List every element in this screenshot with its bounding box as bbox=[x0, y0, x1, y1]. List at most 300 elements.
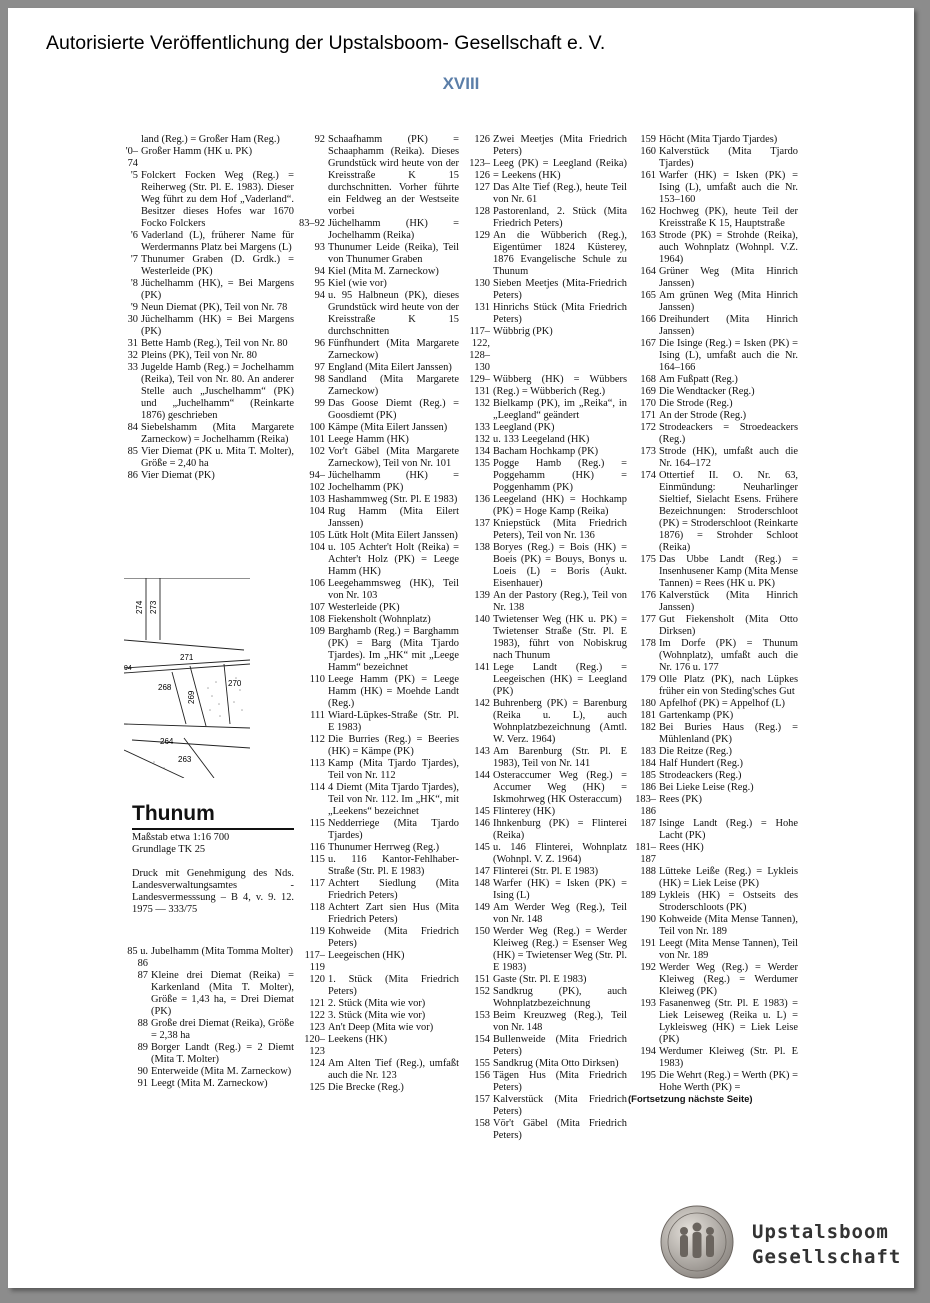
entry-text: Lykleis (HK) = Ostseits des Stroderschloots (PK) bbox=[659, 890, 798, 913]
entry-number: 138 bbox=[474, 542, 490, 553]
entry-number: 163 bbox=[640, 230, 656, 241]
register-entry bbox=[628, 554, 798, 590]
entry-text: Achtert Zart sien Hus (Mita Friedrich Peters) bbox=[328, 902, 459, 925]
map-label: 263 bbox=[178, 755, 192, 764]
register-entry bbox=[295, 242, 459, 266]
entry-text: Leegt (Mita M. Zarneckow) bbox=[151, 1078, 268, 1089]
entry-text: Kalverstück (Mita Friedrich Peters) bbox=[493, 1094, 627, 1117]
entry-number: 135 bbox=[474, 458, 490, 469]
column-2 bbox=[295, 134, 459, 1094]
entry-text: Beim Kreuzweg (Reg.), Teil von Nr. 148 bbox=[493, 1010, 627, 1033]
entry-number: '8 bbox=[130, 278, 138, 289]
entry-number: 183–186 bbox=[635, 794, 656, 817]
register-entry bbox=[628, 890, 798, 914]
entry-number: 97 bbox=[314, 362, 325, 373]
entry-number: 30 bbox=[127, 314, 138, 325]
register-entry bbox=[628, 266, 798, 290]
entry-number: 112 bbox=[309, 734, 325, 745]
entry-number: 147 bbox=[474, 866, 490, 877]
register-entry bbox=[628, 710, 798, 722]
register-entry bbox=[118, 254, 294, 278]
entry-number: 146 bbox=[474, 818, 490, 829]
entry-text: Bullenweide (Mita Friedrich Peters) bbox=[493, 1034, 627, 1057]
entry-number: 102 bbox=[309, 446, 325, 457]
entry-number: 177 bbox=[640, 614, 656, 625]
entry-text: Jüchelhamm (HK), = Bei Margens (PK) bbox=[141, 278, 294, 301]
entry-text: Gaste (Str. Pl. E 1983) bbox=[493, 974, 587, 985]
entry-number: 145 bbox=[474, 842, 490, 853]
entry-number: 186 bbox=[640, 782, 656, 793]
entry-text: An der Strode (Reg.) bbox=[659, 410, 747, 421]
society-name bbox=[752, 1220, 901, 1270]
entry-text: Die Isinge (Reg.) = Isken (PK) = Ising (L), umfaßt auch die Nr. 164–166 bbox=[659, 338, 798, 373]
entry-number: 120–123 bbox=[304, 1034, 325, 1057]
register-entry bbox=[460, 806, 627, 818]
entry-number: '5 bbox=[130, 170, 138, 181]
register-entry bbox=[628, 1046, 798, 1070]
entry-number: 133 bbox=[474, 422, 490, 433]
entry-text: Pogge Hamb (Reg.) = Poggehamm (HK) = Poggenhamm (PK) bbox=[493, 458, 627, 493]
entry-text: Zwei Meetjes (Mita Friedrich Peters) bbox=[493, 134, 627, 157]
entry-text: Am Fußpatt (Reg.) bbox=[659, 374, 738, 385]
entry-number: 142 bbox=[474, 698, 490, 709]
register-entry bbox=[628, 746, 798, 758]
entry-text: Am Werder Weg (Reg.), Teil von Nr. 148 bbox=[493, 902, 627, 925]
register-entry bbox=[460, 1118, 627, 1142]
register-entry bbox=[628, 134, 798, 146]
register-entry bbox=[628, 758, 798, 770]
entry-text: Das Ubbe Landt (Reg.) = Insenhusener Kamp (Mita Mense Tannen) = Rees (HK u. PK) bbox=[659, 554, 798, 589]
entry-number: 118 bbox=[309, 902, 325, 913]
register-entry bbox=[460, 518, 627, 542]
entry-number: 114 bbox=[309, 782, 325, 793]
entry-number: 117 bbox=[309, 878, 325, 889]
entry-number: 191 bbox=[640, 938, 656, 949]
register-entry bbox=[628, 794, 798, 818]
entry-number: 87 bbox=[137, 970, 148, 981]
register-entry bbox=[295, 578, 459, 602]
entry-text: Das Alte Tief (Reg.), heute Teil von Nr. 61 bbox=[493, 182, 627, 205]
map-label: 269 bbox=[187, 690, 196, 704]
register-entry bbox=[295, 1010, 459, 1022]
entry-text: England (Mita Eilert Janssen) bbox=[328, 362, 452, 373]
register-entry bbox=[628, 590, 798, 614]
entry-number: 141 bbox=[474, 662, 490, 673]
entry-number: 32 bbox=[127, 350, 138, 361]
entry-text: Bei Buries Haus (Reg.) = Mühlenland (PK) bbox=[659, 722, 798, 745]
entry-text: Twietenser Weg (HK u. PK) = Twietenser Straße (Str. Pl. E 1983), führt von Nobiskrug nach Thunum bbox=[493, 614, 627, 661]
entry-text: Die Burries (Reg.) = Beeries (HK) = Kämpe (PK) bbox=[328, 734, 459, 757]
entry-number: 132 bbox=[474, 398, 490, 409]
entry-number: 113 bbox=[309, 758, 325, 769]
entry-text: Sandkrug (PK), auch Wohnplatzbezeichnung bbox=[493, 986, 627, 1009]
register-entry bbox=[460, 494, 627, 518]
entry-number: 90 bbox=[137, 1066, 148, 1077]
entry-number: 168 bbox=[640, 374, 656, 385]
continuation-note: (Fortsetzung nächste Seite) bbox=[628, 1094, 753, 1105]
register-entry bbox=[295, 398, 459, 422]
entry-number: 187 bbox=[640, 818, 656, 829]
entry-number: 190 bbox=[640, 914, 656, 925]
entry-text: Schaafhamm (PK) = Schaaphamm (Reika). Dieses Grundstück wird heute von der Kreisstraße K 15 durchschnitten. Vorher führte ein Feldweg an der Westseite vorbei bbox=[328, 134, 459, 217]
register-entry bbox=[295, 854, 459, 878]
register-entry bbox=[295, 134, 459, 218]
entry-number: 131 bbox=[474, 302, 490, 313]
register-entry bbox=[295, 1034, 459, 1058]
scale-line: Maßstab etwa 1:16 700 bbox=[132, 832, 230, 843]
register-entry bbox=[628, 386, 798, 398]
register-entry bbox=[628, 338, 798, 374]
register-entry bbox=[295, 818, 459, 842]
register-entry bbox=[628, 614, 798, 638]
register-entry bbox=[460, 974, 627, 986]
entry-text: Bielkamp (PK), im „Reika“, in „Leegland“ geändert bbox=[493, 398, 627, 421]
entry-text: Ottertief II. O. Nr. 63, Einmündung: Neuharlinger Sieltief, Sielacht Esens. Frühere Bezeichnungen: Stroderschloot (PK) = Stroderschloot (Reinkarte 1876) = Strohder Schloot (Reika) bbox=[659, 470, 798, 553]
entry-text: Sandkrug (Mita Otto Dirksen) bbox=[493, 1058, 619, 1069]
entry-text: Westerleide (PK) bbox=[328, 602, 400, 613]
entry-number: 150 bbox=[474, 926, 490, 937]
register-entry bbox=[295, 878, 459, 902]
entry-text: Thunumer Leide (Reika), Teil von Thunumer Graben bbox=[328, 242, 459, 265]
entry-text: Warfer (HK) = Isken (PK) = Ising (L), umfaßt auch die Nr. 153–160 bbox=[659, 170, 798, 205]
register-entry bbox=[118, 422, 294, 446]
entry-text: Isinge Landt (Reg.) = Hohe Lacht (PK) bbox=[659, 818, 798, 841]
entry-text: Kämpe (Mita Eilert Janssen) bbox=[328, 422, 448, 433]
entry-text: Jubelhamm (Mita Tomma Molter) bbox=[151, 946, 293, 957]
entry-text: Kniepstück (Mita Friedrich Peters), Teil von Nr. 136 bbox=[493, 518, 627, 541]
entry-number: 156 bbox=[474, 1070, 490, 1081]
register-entry bbox=[460, 302, 627, 326]
map-label: 268 bbox=[158, 683, 172, 692]
society-name-line-1: Upstalsboom bbox=[752, 1221, 889, 1243]
register-entry bbox=[295, 494, 459, 506]
register-entry bbox=[628, 446, 798, 470]
entry-number: 172 bbox=[640, 422, 656, 433]
register-entry bbox=[295, 1058, 459, 1082]
entry-number: 157 bbox=[474, 1094, 490, 1105]
entry-text: Am grünen Weg (Mita Hinrich Janssen) bbox=[659, 290, 798, 313]
entry-number: 181 bbox=[640, 710, 656, 721]
entry-text: Die Brecke (Reg.) bbox=[328, 1082, 404, 1093]
entry-text: Rees (HK) bbox=[659, 842, 704, 853]
register-entry bbox=[628, 290, 798, 314]
register-entry bbox=[460, 1070, 627, 1094]
register-entry bbox=[295, 734, 459, 758]
register-entry bbox=[628, 170, 798, 206]
entry-text: Flinterei (Str. Pl. E 1983) bbox=[493, 866, 599, 877]
column-1 bbox=[118, 134, 294, 482]
entry-number: 126 bbox=[474, 134, 490, 145]
entry-number: 182 bbox=[640, 722, 656, 733]
register-entry bbox=[124, 1018, 294, 1042]
entry-text: Strodeackers (Reg.) bbox=[659, 770, 742, 781]
entry-text: Osteraccumer Weg (Reg.) = Accumer Weg (HK) = Iskmohrweg (HK Osteraccum) bbox=[493, 770, 627, 805]
register-entry bbox=[295, 218, 459, 242]
entry-text: Flinterey (HK) bbox=[493, 806, 556, 817]
entry-text: Leekens (HK) bbox=[328, 1034, 388, 1045]
entry-number: 162 bbox=[640, 206, 656, 217]
register-entry bbox=[460, 866, 627, 878]
register-entry bbox=[295, 266, 459, 278]
register-entry bbox=[628, 962, 798, 998]
entry-number: 192 bbox=[640, 962, 656, 973]
entry-text: Siebelshamm (Mita Margarete Zarneckow) = Jochelhamm (Reika) bbox=[141, 422, 294, 445]
entry-text: Jüchelhamm (HK) = Jochelhamm (PK) bbox=[328, 470, 459, 493]
entry-number: 165 bbox=[640, 290, 656, 301]
entry-number: 173 bbox=[640, 446, 656, 457]
register-entry bbox=[295, 278, 459, 290]
register-entry bbox=[124, 1042, 294, 1066]
entry-number: 93 bbox=[314, 242, 325, 253]
entry-number: 148 bbox=[474, 878, 490, 889]
entry-text: Großer Hamm (HK u. PK) bbox=[141, 146, 253, 157]
entry-number: 111 bbox=[310, 710, 325, 721]
entry-text: Vier Diemat (PK) bbox=[141, 470, 215, 481]
entry-text: 1. Stück (Mita Friedrich Peters) bbox=[328, 974, 459, 997]
entry-number: 115 bbox=[309, 854, 325, 865]
register-entry bbox=[295, 1082, 459, 1094]
entry-number: 107 bbox=[309, 602, 325, 613]
entry-number: 171 bbox=[640, 410, 656, 421]
entry-text: Strodeackers = Stroedeackers (Reg.) bbox=[659, 422, 798, 445]
entry-number: 137 bbox=[474, 518, 490, 529]
entry-number: 95 bbox=[314, 278, 325, 289]
entry-number: 184 bbox=[640, 758, 656, 769]
entry-text: Folckert Focken Weg (Reg.) = Reiherweg (Str. Pl. E. 1983). Dieser Weg führt zu dem Hof „Vaderland“. Besitzer dieses Hofes war 1670 Focko Folckers bbox=[141, 170, 294, 229]
register-entry bbox=[460, 398, 627, 422]
entry-text: Kalverstück (Mita Hinrich Janssen) bbox=[659, 590, 798, 613]
entry-number: 89 bbox=[137, 1042, 148, 1053]
entry-number: 195 bbox=[640, 1070, 656, 1081]
register-entry bbox=[460, 434, 627, 446]
map-label: 264 bbox=[160, 737, 174, 746]
register-entry bbox=[295, 422, 459, 434]
entry-number: 153 bbox=[474, 1010, 490, 1021]
register-entry bbox=[460, 1094, 627, 1118]
register-entry bbox=[460, 770, 627, 806]
register-entry bbox=[628, 998, 798, 1046]
page-number: XVIII bbox=[442, 74, 480, 93]
register-entry bbox=[460, 986, 627, 1010]
register-entry bbox=[460, 134, 627, 158]
register-entry bbox=[295, 782, 459, 818]
entry-number: 129 bbox=[474, 230, 490, 241]
entry-text: Große drei Diemat (Reika), Größe = 2,38 ha bbox=[151, 1018, 294, 1041]
map-label: 94 bbox=[124, 665, 132, 672]
entry-number: 31 bbox=[127, 338, 138, 349]
entry-text: Grüner Weg (Mita Hinrich Janssen) bbox=[659, 266, 798, 289]
register-entry bbox=[295, 674, 459, 710]
society-seal-icon bbox=[660, 1205, 734, 1279]
entry-number: 125 bbox=[309, 1082, 325, 1093]
map-label: 274 bbox=[135, 600, 144, 614]
entry-text: u. 105 Achter't Holt (Reika) = Achter't Holz (PK) = Leege Hamm (HK) bbox=[328, 542, 459, 577]
entry-number: 120 bbox=[309, 974, 325, 985]
register-entry bbox=[460, 842, 627, 866]
entry-text: Fünfhundert (Mita Margarete Zarneckow) bbox=[328, 338, 459, 361]
entry-number: 140 bbox=[474, 614, 490, 625]
entry-number: '0–74 bbox=[125, 146, 138, 169]
entry-number: 174 bbox=[640, 470, 656, 481]
entry-text: Lege Landt (Reg.) = Leegeischen (HK) = Leegland (PK) bbox=[493, 662, 627, 697]
entry-text: Thunumer Graben (D. Grdk.) = Westerleide (PK) bbox=[141, 254, 294, 277]
register-entry bbox=[628, 698, 798, 710]
register-entry bbox=[124, 1078, 294, 1090]
entry-number: 119 bbox=[309, 926, 325, 937]
entry-number: 145 bbox=[474, 806, 490, 817]
register-entry bbox=[460, 458, 627, 494]
entry-text: Werder Weg (Reg.) = Werder Kleiweg (Reg.) = Esenser Weg (HK) = Twietenser Weg (Str. Pl. E 1983) bbox=[493, 926, 627, 973]
register-entry bbox=[118, 470, 294, 482]
entry-text: Borger Landt (Reg.) = 2 Diemt (Mita T. Molter) bbox=[151, 1042, 294, 1065]
entry-text: Kiel (wie vor) bbox=[328, 278, 387, 289]
register-entry bbox=[460, 326, 627, 374]
entry-text: Leeg (PK) = Leegland (Reika) = Leekens (HK) bbox=[493, 158, 627, 181]
entry-text: Achtert Siedlung (Mita Friedrich Peters) bbox=[328, 878, 459, 901]
register-entry bbox=[460, 614, 627, 662]
entry-number: 188 bbox=[640, 866, 656, 877]
entry-number: 86 bbox=[127, 470, 138, 481]
entry-text: Sandland (Mita Margarete Zarneckow) bbox=[328, 374, 459, 397]
register-entry bbox=[295, 602, 459, 614]
register-entry bbox=[628, 410, 798, 422]
register-entry bbox=[460, 230, 627, 278]
entry-number: 175 bbox=[640, 554, 656, 565]
entry-text: Die Strode (Reg.) bbox=[659, 398, 733, 409]
entry-text: Hashammweg (Str. Pl. E 1983) bbox=[328, 494, 458, 505]
entry-text: u. 95 Halbneun (PK), dieses Grundstück wird heute von der Kreisstraße K 15 durchschnitten bbox=[328, 290, 459, 337]
register-entry bbox=[628, 374, 798, 386]
entry-number: 155 bbox=[474, 1058, 490, 1069]
register-entry bbox=[118, 338, 294, 350]
entry-number: 139 bbox=[474, 590, 490, 601]
register-entry bbox=[460, 662, 627, 698]
entry-number: 152 bbox=[474, 986, 490, 997]
column-3 bbox=[460, 134, 627, 1142]
entry-text: An't Deep (Mita wie vor) bbox=[328, 1022, 434, 1033]
entry-text: Rug Hamm (Mita Eilert Janssen) bbox=[328, 506, 459, 529]
entry-text: Strode (HK), umfaßt auch die Nr. 164–172 bbox=[659, 446, 798, 469]
entry-number: 193 bbox=[640, 998, 656, 1009]
entry-text: Fasanenweg (Str. Pl. E 1983) = Liek Leiseweg (Reika u. L) = Lykleisweg (HK) = Liek Leise (PK) bbox=[659, 998, 798, 1045]
entry-text: Jüchelhamm (HK) = Bei Margens (PK) bbox=[141, 314, 294, 337]
entry-number: 194 bbox=[640, 1046, 656, 1057]
entry-number: '7 bbox=[130, 254, 138, 265]
register-entry bbox=[118, 170, 294, 230]
entry-number: 132 bbox=[474, 434, 490, 445]
register-entry bbox=[460, 206, 627, 230]
entry-number: '9 bbox=[130, 302, 138, 313]
entry-text: Die Wendtacker (Reg.) bbox=[659, 386, 755, 397]
entry-number: 170 bbox=[640, 398, 656, 409]
entry-text: Sieben Meetjes (Mita-Friedrich Peters) bbox=[493, 278, 627, 301]
register-entry bbox=[460, 746, 627, 770]
entry-text: Gut Fiekensholt (Mita Otto Dirksen) bbox=[659, 614, 798, 637]
entry-number: 178 bbox=[640, 638, 656, 649]
entry-text: Tägen Hus (Mita Friedrich Peters) bbox=[493, 1070, 627, 1093]
entry-text: 4 Diemt (Mita Tjardo Tjardes), Teil von Nr. 112. Im „HK“, mit „Leekens“ bezeichnet bbox=[328, 782, 459, 817]
entry-text: Höcht (Mita Tjardo Tjardes) bbox=[659, 134, 778, 145]
cadastral-map bbox=[124, 578, 250, 778]
entry-number: 129–131 bbox=[469, 374, 490, 397]
entry-number: 92 bbox=[314, 134, 325, 145]
entry-number: 144 bbox=[474, 770, 490, 781]
register-entry bbox=[628, 470, 798, 554]
register-entry bbox=[295, 926, 459, 950]
column-4 bbox=[628, 134, 798, 1106]
entry-number: 105 bbox=[309, 530, 325, 541]
register-entry bbox=[118, 362, 294, 422]
entry-number: 127 bbox=[474, 182, 490, 193]
entry-text: Hinrichs Stück (Mita Friedrich Peters) bbox=[493, 302, 627, 325]
register-entry bbox=[628, 146, 798, 170]
entry-text: Die Wehrt (Reg.) = Werth (PK) = Hohe Werth (PK) = bbox=[659, 1070, 798, 1093]
entry-text: Vor't Gäbel (Mita Margarete Zarneckow), Teil von Nr. 101 bbox=[328, 446, 459, 469]
register-entry bbox=[460, 278, 627, 302]
register-entry bbox=[460, 926, 627, 974]
entry-text: Kiel (Mita M. Zarneckow) bbox=[328, 266, 439, 277]
entry-number: 94 bbox=[314, 290, 325, 301]
entry-number: 123–126 bbox=[469, 158, 490, 181]
register-entry bbox=[628, 314, 798, 338]
register-entry bbox=[628, 398, 798, 410]
entry-number: 189 bbox=[640, 890, 656, 901]
entry-number: 115 bbox=[309, 818, 325, 829]
entry-number: 94 bbox=[314, 266, 325, 277]
entry-number: 124 bbox=[309, 1058, 325, 1069]
register-entry bbox=[118, 314, 294, 338]
register-entry bbox=[628, 638, 798, 674]
register-entry bbox=[118, 134, 294, 146]
register-entry bbox=[628, 914, 798, 938]
entry-number: 121 bbox=[309, 998, 325, 1009]
entry-number: 91 bbox=[137, 1078, 148, 1089]
entry-text: Wiard-Lüpkes-Straße (Str. Pl. E 1983) bbox=[328, 710, 459, 733]
register-entry bbox=[460, 1010, 627, 1034]
register-entry bbox=[460, 1058, 627, 1070]
register-entry bbox=[295, 506, 459, 530]
entry-text: Bacham Hochkamp (PK) bbox=[493, 446, 599, 457]
register-entry bbox=[460, 446, 627, 458]
entry-text: Wübbrig (PK) bbox=[493, 326, 553, 337]
entry-number: 98 bbox=[314, 374, 325, 385]
entry-number: 167 bbox=[640, 338, 656, 349]
entry-text: Neun Diemat (PK), Teil von Nr. 78 bbox=[141, 302, 288, 313]
entry-text: Bei Lieke Leise (Reg.) bbox=[659, 782, 754, 793]
entry-number: 110 bbox=[309, 674, 325, 685]
register-entry bbox=[295, 626, 459, 674]
entry-number: 108 bbox=[309, 614, 325, 625]
register-entry bbox=[628, 206, 798, 230]
entry-number: 180 bbox=[640, 698, 656, 709]
register-entry bbox=[460, 902, 627, 926]
document-page bbox=[8, 8, 914, 1288]
entry-number: 117–119 bbox=[304, 950, 325, 973]
entry-text: Jugelde Hamb (Reg.) = Jochelhamm (Reika), Teil von Nr. 80. An anderer Stelle auch „Juschelhamm“ (PK) und „Juchelhamm“ (Reinkarte 1876) geschrieben bbox=[141, 362, 294, 421]
entry-text: Leegeland (HK) = Hochkamp (PK) = Hoge Kamp (Reika) bbox=[493, 494, 627, 517]
register-entry bbox=[295, 470, 459, 494]
register-entry bbox=[460, 878, 627, 902]
entry-text: Kleine drei Diemat (Reika) = Karkenland (Mita T. Molter), Größe = 1,43 ha, = Drei Diemat (PK) bbox=[151, 970, 294, 1017]
entry-number: 181–187 bbox=[635, 842, 656, 865]
entry-number: 158 bbox=[474, 1118, 490, 1129]
entry-text: Leegt (Mita Mense Tannen), Teil von Nr. 189 bbox=[659, 938, 798, 961]
entry-number: 134 bbox=[474, 446, 490, 457]
register-entry bbox=[295, 974, 459, 998]
register-entry bbox=[295, 374, 459, 398]
entry-text: Hochweg (PK), heute Teil der Kreisstraße K 15, Hauptstraße bbox=[659, 206, 798, 229]
entry-text: An die Wübberich (Reg.), Eigentümer 1824 Küsterey, 1876 Evangelische Schule zu Thunum bbox=[493, 230, 627, 277]
